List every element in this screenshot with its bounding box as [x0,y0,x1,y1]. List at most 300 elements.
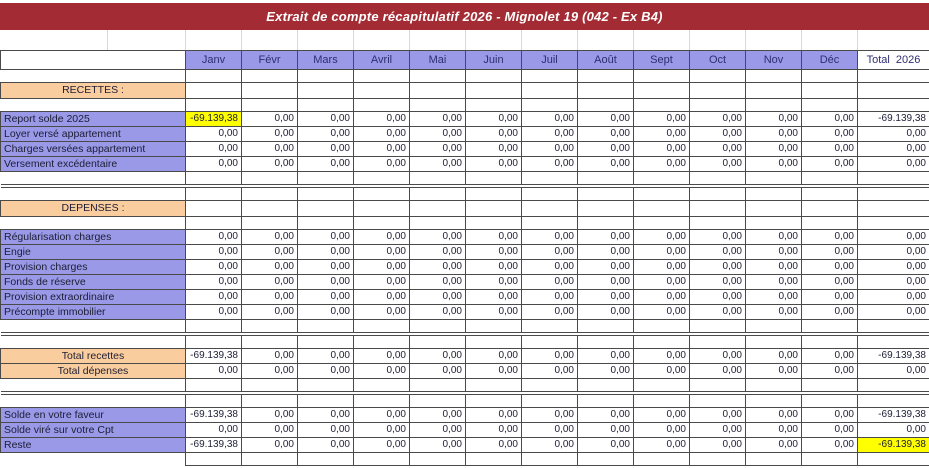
cell-r7-c8[interactable] [634,172,690,185]
cell-r20-c5[interactable] [466,336,522,349]
cell-r28-c5[interactable]: 0,00 [466,438,522,453]
cell-r25-c6[interactable] [522,395,578,408]
cell-r5-c12[interactable]: 0,00 [858,142,929,157]
cell-r10-c5[interactable] [466,201,522,217]
empty-label-cell[interactable] [1,453,186,466]
cell-r20-c11[interactable] [802,336,858,349]
cell-r23-c11[interactable] [802,379,858,392]
cell-r28-c3[interactable]: 0,00 [354,438,410,453]
cell-r22-c11[interactable]: 0,00 [802,364,858,379]
cell-r1-c0[interactable] [186,83,242,99]
cell-r16-c11[interactable]: 0,00 [802,290,858,305]
label-fonds-de-reserve[interactable]: Fonds de réserve [1,275,186,290]
cell-r6-c9[interactable]: 0,00 [690,157,746,172]
cell-r21-c3[interactable]: 0,00 [354,349,410,364]
cell-r7-c1[interactable] [242,172,298,185]
cell-r4-c5[interactable]: 0,00 [466,127,522,142]
cell-r28-c9[interactable]: 0,00 [690,438,746,453]
cell-r20-c8[interactable] [634,336,690,349]
cell-r5-c5[interactable]: 0,00 [466,142,522,157]
cell-r18-c7[interactable] [578,320,634,333]
cell-r18-c3[interactable] [354,320,410,333]
cell-r5-c11[interactable]: 0,00 [802,142,858,157]
cell-r28-c8[interactable]: 0,00 [634,438,690,453]
cell-r0-c1[interactable] [242,70,298,83]
cell-r18-c6[interactable] [522,320,578,333]
cell-r13-c12[interactable]: 0,00 [858,245,929,260]
cell-r10-c3[interactable] [354,201,410,217]
cell-r21-c12[interactable]: -69.139,38 [858,349,929,364]
cell-r6-c10[interactable]: 0,00 [746,157,802,172]
cell-r12-c4[interactable]: 0,00 [410,230,466,245]
cell-r29-c4[interactable] [410,453,466,466]
cell-r7-c3[interactable] [354,172,410,185]
cell-r18-c11[interactable] [802,320,858,333]
cell-r12-c9[interactable]: 0,00 [690,230,746,245]
cell-r26-c5[interactable]: 0,00 [466,408,522,423]
cell-r6-c11[interactable]: 0,00 [802,157,858,172]
month-header-dec[interactable]: Déc [802,51,858,70]
cell-r13-c1[interactable]: 0,00 [242,245,298,260]
cell-r2-c4[interactable] [410,99,466,112]
label-total-depenses[interactable]: Total dépenses [1,364,186,379]
cell-r25-c5[interactable] [466,395,522,408]
cell-r25-c11[interactable] [802,395,858,408]
cell-r11-c3[interactable] [354,217,410,230]
cell-r14-c0[interactable]: 0,00 [186,260,242,275]
cell-r27-c3[interactable]: 0,00 [354,423,410,438]
cell-r17-c10[interactable]: 0,00 [746,305,802,320]
cell-r12-c6[interactable]: 0,00 [522,230,578,245]
cell-r0-c12[interactable] [858,70,929,83]
cell-r26-c1[interactable]: 0,00 [242,408,298,423]
cell-r13-c9[interactable]: 0,00 [690,245,746,260]
month-header-janv[interactable]: Janv [186,51,242,70]
cell-r7-c2[interactable] [298,172,354,185]
cell-r28-c6[interactable]: 0,00 [522,438,578,453]
cell-r26-c11[interactable]: 0,00 [802,408,858,423]
cell-r9-c1[interactable] [242,188,298,201]
cell-r4-c3[interactable]: 0,00 [354,127,410,142]
cell-r4-c7[interactable]: 0,00 [578,127,634,142]
cell-r22-c10[interactable]: 0,00 [746,364,802,379]
cell-r18-c2[interactable] [298,320,354,333]
cell-r14-c12[interactable]: 0,00 [858,260,929,275]
cell-r27-c5[interactable]: 0,00 [466,423,522,438]
cell-r10-c7[interactable] [578,201,634,217]
cell-r15-c12[interactable]: 0,00 [858,275,929,290]
cell-r14-c6[interactable]: 0,00 [522,260,578,275]
cell-r26-c3[interactable]: 0,00 [354,408,410,423]
cell-r27-c6[interactable]: 0,00 [522,423,578,438]
cell-r21-c0[interactable]: -69.139,38 [186,349,242,364]
cell-r5-c2[interactable]: 0,00 [298,142,354,157]
cell-r25-c2[interactable] [298,395,354,408]
cell-r6-c4[interactable]: 0,00 [410,157,466,172]
cell-r27-c4[interactable]: 0,00 [410,423,466,438]
cell-r6-c2[interactable]: 0,00 [298,157,354,172]
cell-r17-c3[interactable]: 0,00 [354,305,410,320]
cell-r28-c2[interactable]: 0,00 [298,438,354,453]
cell-r1-c1[interactable] [242,83,298,99]
cell-r28-c1[interactable]: 0,00 [242,438,298,453]
cell-r28-c0[interactable]: -69.139,38 [186,438,242,453]
cell-r11-c5[interactable] [466,217,522,230]
cell-r15-c11[interactable]: 0,00 [802,275,858,290]
cell-r25-c1[interactable] [242,395,298,408]
cell-r6-c7[interactable]: 0,00 [578,157,634,172]
cell-r4-c1[interactable]: 0,00 [242,127,298,142]
cell-r15-c2[interactable]: 0,00 [298,275,354,290]
label-engie[interactable]: Engie [1,245,186,260]
cell-r15-c7[interactable]: 0,00 [578,275,634,290]
cell-r2-c6[interactable] [522,99,578,112]
cell-r4-c6[interactable]: 0,00 [522,127,578,142]
cell-r20-c10[interactable] [746,336,802,349]
empty-label-cell[interactable] [1,172,186,185]
cell-r16-c8[interactable]: 0,00 [634,290,690,305]
cell-r12-c0[interactable]: 0,00 [186,230,242,245]
label-solde-en-votre-faveur[interactable]: Solde en votre faveur [1,408,186,423]
cell-r21-c7[interactable]: 0,00 [578,349,634,364]
cell-r7-c9[interactable] [690,172,746,185]
cell-r4-c10[interactable]: 0,00 [746,127,802,142]
cell-r0-c2[interactable] [298,70,354,83]
cell-r1-c3[interactable] [354,83,410,99]
cell-r17-c1[interactable]: 0,00 [242,305,298,320]
cell-r23-c3[interactable] [354,379,410,392]
empty-label-cell[interactable] [1,395,186,408]
cell-r20-c6[interactable] [522,336,578,349]
cell-r18-c1[interactable] [242,320,298,333]
cell-r12-c8[interactable]: 0,00 [634,230,690,245]
cell-r10-c6[interactable] [522,201,578,217]
cell-r0-c10[interactable] [746,70,802,83]
cell-r26-c10[interactable]: 0,00 [746,408,802,423]
cell-r3-c8[interactable]: 0,00 [634,112,690,127]
cell-r14-c5[interactable]: 0,00 [466,260,522,275]
cell-r13-c0[interactable]: 0,00 [186,245,242,260]
cell-r17-c11[interactable]: 0,00 [802,305,858,320]
empty-label-cell[interactable] [1,320,186,333]
cell-r10-c9[interactable] [690,201,746,217]
cell-r10-c12[interactable] [858,201,929,217]
cell-r7-c7[interactable] [578,172,634,185]
cell-r2-c9[interactable] [690,99,746,112]
empty-label-cell[interactable] [1,217,186,230]
cell-r11-c12[interactable] [858,217,929,230]
cell-r26-c2[interactable]: 0,00 [298,408,354,423]
label-report-solde-2025[interactable]: Report solde 2025 [1,112,186,127]
cell-r26-c8[interactable]: 0,00 [634,408,690,423]
cell-r9-c11[interactable] [802,188,858,201]
cell-r1-c6[interactable] [522,83,578,99]
cell-r23-c12[interactable] [858,379,929,392]
cell-r18-c10[interactable] [746,320,802,333]
cell-r20-c4[interactable] [410,336,466,349]
cell-r5-c10[interactable]: 0,00 [746,142,802,157]
cell-r2-c5[interactable] [466,99,522,112]
cell-r11-c1[interactable] [242,217,298,230]
cell-r20-c7[interactable] [578,336,634,349]
cell-r15-c6[interactable]: 0,00 [522,275,578,290]
cell-r6-c5[interactable]: 0,00 [466,157,522,172]
cell-r15-c4[interactable]: 0,00 [410,275,466,290]
cell-r20-c9[interactable] [690,336,746,349]
cell-r10-c11[interactable] [802,201,858,217]
cell-r23-c2[interactable] [298,379,354,392]
cell-r5-c6[interactable]: 0,00 [522,142,578,157]
cell-r1-c9[interactable] [690,83,746,99]
cell-r29-c11[interactable] [802,453,858,466]
cell-r15-c5[interactable]: 0,00 [466,275,522,290]
cell-r12-c11[interactable]: 0,00 [802,230,858,245]
cell-r16-c5[interactable]: 0,00 [466,290,522,305]
cell-r16-c3[interactable]: 0,00 [354,290,410,305]
empty-label-cell[interactable] [1,99,186,112]
cell-r26-c9[interactable]: 0,00 [690,408,746,423]
cell-r9-c6[interactable] [522,188,578,201]
cell-r3-c0[interactable]: -69.139,38 [186,112,242,127]
cell-r20-c12[interactable] [858,336,929,349]
month-header-nov[interactable]: Nov [746,51,802,70]
cell-r22-c2[interactable]: 0,00 [298,364,354,379]
cell-r16-c0[interactable]: 0,00 [186,290,242,305]
cell-r5-c7[interactable]: 0,00 [578,142,634,157]
cell-r6-c3[interactable]: 0,00 [354,157,410,172]
cell-r10-c4[interactable] [410,201,466,217]
cell-r9-c4[interactable] [410,188,466,201]
label-regularisation-charges[interactable]: Régularisation charges [1,230,186,245]
cell-r25-c3[interactable] [354,395,410,408]
cell-r14-c2[interactable]: 0,00 [298,260,354,275]
cell-r14-c11[interactable]: 0,00 [802,260,858,275]
cell-r27-c10[interactable]: 0,00 [746,423,802,438]
cell-r28-c11[interactable]: 0,00 [802,438,858,453]
cell-r0-c3[interactable] [354,70,410,83]
cell-r16-c10[interactable]: 0,00 [746,290,802,305]
cell-r16-c4[interactable]: 0,00 [410,290,466,305]
cell-r3-c5[interactable]: 0,00 [466,112,522,127]
cell-r12-c1[interactable]: 0,00 [242,230,298,245]
cell-r28-c7[interactable]: 0,00 [578,438,634,453]
month-header-mai[interactable]: Mai [410,51,466,70]
cell-r22-c9[interactable]: 0,00 [690,364,746,379]
empty-label-cell[interactable] [1,379,186,392]
cell-r13-c2[interactable]: 0,00 [298,245,354,260]
cell-r6-c0[interactable]: 0,00 [186,157,242,172]
cell-r23-c7[interactable] [578,379,634,392]
cell-r25-c10[interactable] [746,395,802,408]
cell-r4-c9[interactable]: 0,00 [690,127,746,142]
cell-r3-c11[interactable]: 0,00 [802,112,858,127]
cell-r21-c5[interactable]: 0,00 [466,349,522,364]
cell-r28-c4[interactable]: 0,00 [410,438,466,453]
cell-r29-c2[interactable] [298,453,354,466]
cell-r20-c0[interactable] [186,336,242,349]
cell-r10-c8[interactable] [634,201,690,217]
cell-r3-c10[interactable]: 0,00 [746,112,802,127]
cell-r23-c4[interactable] [410,379,466,392]
cell-r14-c10[interactable]: 0,00 [746,260,802,275]
cell-r1-c7[interactable] [578,83,634,99]
label-precompte-immobilier[interactable]: Précompte immobilier [1,305,186,320]
cell-r20-c1[interactable] [242,336,298,349]
cell-r6-c8[interactable]: 0,00 [634,157,690,172]
cell-r23-c0[interactable] [186,379,242,392]
cell-r17-c4[interactable]: 0,00 [410,305,466,320]
cell-r21-c6[interactable]: 0,00 [522,349,578,364]
cell-r16-c2[interactable]: 0,00 [298,290,354,305]
cell-r29-c1[interactable] [242,453,298,466]
label-total-recettes[interactable]: Total recettes [1,349,186,364]
cell-r14-c1[interactable]: 0,00 [242,260,298,275]
cell-r22-c1[interactable]: 0,00 [242,364,298,379]
cell-r29-c7[interactable] [578,453,634,466]
cell-r0-c0[interactable] [186,70,242,83]
cell-r11-c0[interactable] [186,217,242,230]
cell-r12-c2[interactable]: 0,00 [298,230,354,245]
cell-r25-c12[interactable] [858,395,929,408]
cell-r22-c5[interactable]: 0,00 [466,364,522,379]
cell-r12-c7[interactable]: 0,00 [578,230,634,245]
cell-r11-c7[interactable] [578,217,634,230]
cell-r21-c10[interactable]: 0,00 [746,349,802,364]
cell-r6-c6[interactable]: 0,00 [522,157,578,172]
cell-r21-c8[interactable]: 0,00 [634,349,690,364]
cell-r23-c10[interactable] [746,379,802,392]
cell-r17-c0[interactable]: 0,00 [186,305,242,320]
cell-r10-c2[interactable] [298,201,354,217]
cell-r22-c8[interactable]: 0,00 [634,364,690,379]
cell-r3-c3[interactable]: 0,00 [354,112,410,127]
cell-r23-c9[interactable] [690,379,746,392]
cell-r7-c4[interactable] [410,172,466,185]
cell-r20-c3[interactable] [354,336,410,349]
label-versement-excedentaire[interactable]: Versement excédentaire [1,157,186,172]
label-charges-versees-appartement[interactable]: Charges versées appartement [1,142,186,157]
cell-r27-c8[interactable]: 0,00 [634,423,690,438]
cell-r3-c1[interactable]: 0,00 [242,112,298,127]
cell-r3-c6[interactable]: 0,00 [522,112,578,127]
cell-r18-c8[interactable] [634,320,690,333]
cell-r28-c12[interactable]: -69.139,38 [858,438,929,453]
cell-r22-c3[interactable]: 0,00 [354,364,410,379]
cell-r25-c0[interactable] [186,395,242,408]
cell-r29-c10[interactable] [746,453,802,466]
cell-r11-c10[interactable] [746,217,802,230]
cell-r6-c12[interactable]: 0,00 [858,157,929,172]
label-provision-charges[interactable]: Provision charges [1,260,186,275]
cell-r13-c11[interactable]: 0,00 [802,245,858,260]
cell-r5-c4[interactable]: 0,00 [410,142,466,157]
cell-r1-c12[interactable] [858,83,929,99]
cell-r23-c1[interactable] [242,379,298,392]
cell-r23-c6[interactable] [522,379,578,392]
cell-r1-c4[interactable] [410,83,466,99]
cell-r22-c0[interactable]: 0,00 [186,364,242,379]
cell-r3-c2[interactable]: 0,00 [298,112,354,127]
cell-r12-c10[interactable]: 0,00 [746,230,802,245]
cell-r15-c0[interactable]: 0,00 [186,275,242,290]
cell-r9-c2[interactable] [298,188,354,201]
cell-r26-c7[interactable]: 0,00 [578,408,634,423]
label-solde-vire-sur-votre-cpt[interactable]: Solde viré sur votre Cpt [1,423,186,438]
cell-r2-c2[interactable] [298,99,354,112]
cell-r21-c11[interactable]: 0,00 [802,349,858,364]
month-header-mars[interactable]: Mars [298,51,354,70]
cell-r0-c4[interactable] [410,70,466,83]
empty-label-cell[interactable] [1,70,186,83]
cell-r27-c12[interactable]: 0,00 [858,423,929,438]
cell-r0-c6[interactable] [522,70,578,83]
cell-r29-c8[interactable] [634,453,690,466]
corner-cell[interactable] [1,51,186,70]
label-recettes[interactable]: RECETTES : [1,83,186,99]
cell-r25-c4[interactable] [410,395,466,408]
cell-r0-c8[interactable] [634,70,690,83]
label-reste[interactable]: Reste [1,438,186,453]
cell-r15-c3[interactable]: 0,00 [354,275,410,290]
cell-r10-c1[interactable] [242,201,298,217]
cell-r13-c6[interactable]: 0,00 [522,245,578,260]
cell-r1-c5[interactable] [466,83,522,99]
cell-r16-c12[interactable]: 0,00 [858,290,929,305]
cell-r0-c7[interactable] [578,70,634,83]
cell-r1-c2[interactable] [298,83,354,99]
cell-r9-c12[interactable] [858,188,929,201]
cell-r5-c8[interactable]: 0,00 [634,142,690,157]
cell-r27-c2[interactable]: 0,00 [298,423,354,438]
cell-r12-c5[interactable]: 0,00 [466,230,522,245]
cell-r9-c8[interactable] [634,188,690,201]
cell-r10-c10[interactable] [746,201,802,217]
cell-r26-c4[interactable]: 0,00 [410,408,466,423]
cell-r2-c8[interactable] [634,99,690,112]
cell-r27-c9[interactable]: 0,00 [690,423,746,438]
cell-r29-c6[interactable] [522,453,578,466]
cell-r2-c7[interactable] [578,99,634,112]
empty-label-cell[interactable] [1,188,186,201]
cell-r17-c5[interactable]: 0,00 [466,305,522,320]
cell-r15-c1[interactable]: 0,00 [242,275,298,290]
cell-r9-c10[interactable] [746,188,802,201]
cell-r2-c10[interactable] [746,99,802,112]
cell-r6-c1[interactable]: 0,00 [242,157,298,172]
cell-r22-c12[interactable]: 0,00 [858,364,929,379]
cell-r16-c1[interactable]: 0,00 [242,290,298,305]
cell-r29-c3[interactable] [354,453,410,466]
month-header-sept[interactable]: Sept [634,51,690,70]
cell-r3-c4[interactable]: 0,00 [410,112,466,127]
cell-r2-c0[interactable] [186,99,242,112]
cell-r18-c9[interactable] [690,320,746,333]
cell-r4-c2[interactable]: 0,00 [298,127,354,142]
cell-r7-c5[interactable] [466,172,522,185]
cell-r26-c0[interactable]: -69.139,38 [186,408,242,423]
cell-r17-c6[interactable]: 0,00 [522,305,578,320]
cell-r9-c0[interactable] [186,188,242,201]
cell-r14-c7[interactable]: 0,00 [578,260,634,275]
cell-r14-c8[interactable]: 0,00 [634,260,690,275]
cell-r21-c4[interactable]: 0,00 [410,349,466,364]
cell-r7-c10[interactable] [746,172,802,185]
cell-r23-c8[interactable] [634,379,690,392]
cell-r7-c6[interactable] [522,172,578,185]
month-header-juin[interactable]: Juin [466,51,522,70]
cell-r5-c9[interactable]: 0,00 [690,142,746,157]
cell-r27-c7[interactable]: 0,00 [578,423,634,438]
